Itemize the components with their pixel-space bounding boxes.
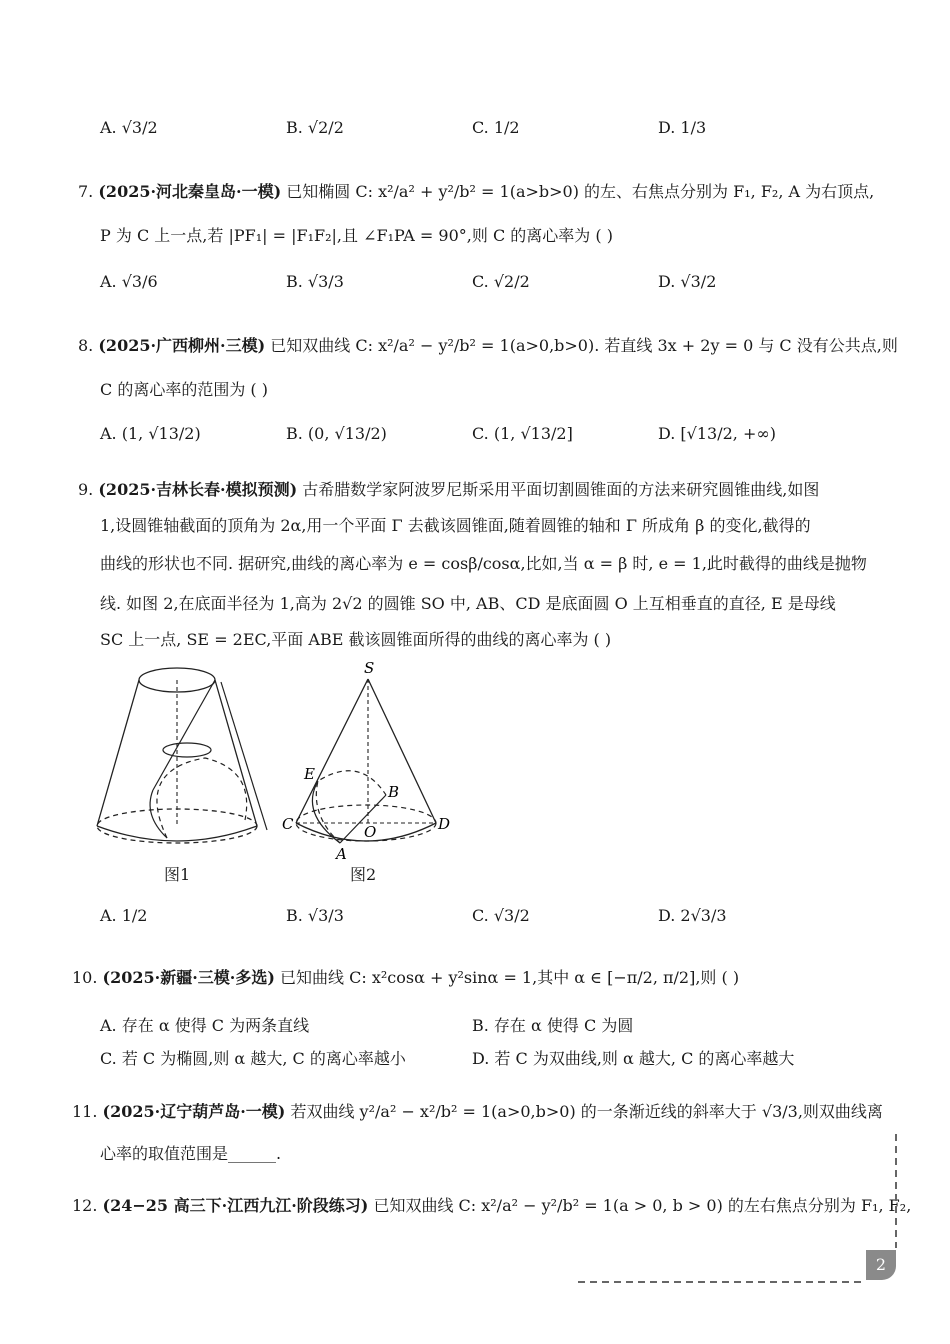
figure-2-label: 图2 bbox=[350, 865, 377, 884]
option-d: D. 1/3 bbox=[658, 118, 707, 137]
q7-option-b: B. √3/3 bbox=[286, 272, 344, 291]
question-10-line1 bbox=[72, 968, 739, 988]
question-source: (24−25 高三下·江西九江·阶段练习) bbox=[102, 1196, 369, 1215]
q8-option-a: A. (1, √13/2) bbox=[100, 424, 201, 443]
question-8-line1 bbox=[78, 336, 898, 356]
q10-option-a: A. 存在 α 使得 C 为两条直线 bbox=[100, 1016, 310, 1035]
page-number: 2 bbox=[866, 1250, 896, 1280]
page-corner-dashed-border bbox=[570, 1130, 910, 1290]
question-source: (2025·吉林长春·模拟预测) bbox=[98, 480, 298, 499]
point-b-label: B bbox=[388, 783, 400, 801]
question-9-line3: 曲线的形状也不同. 据研究,曲线的离心率为 e = cosβ/cosα,比如,当 α = β 时, e = 1,此时截得的曲线是抛物 bbox=[100, 554, 867, 573]
q9-option-c: C. √3/2 bbox=[472, 906, 530, 925]
q10-option-d: D. 若 C 为双曲线,则 α 越大, C 的离心率越大 bbox=[472, 1049, 795, 1068]
question-source: (2025·河北秦皇岛·一模) bbox=[98, 182, 282, 201]
point-c-label: C bbox=[282, 815, 294, 833]
q7-option-d: D. √3/2 bbox=[658, 272, 717, 291]
point-s-label: S bbox=[364, 659, 375, 677]
question-text: 已知曲线 C: x²cosα + y²sinα = 1,其中 α ∈ [−π/2, π/2],则 ( ) bbox=[280, 968, 740, 987]
question-source: (2025·广西柳州·三模) bbox=[98, 336, 266, 355]
question-9-line1 bbox=[78, 480, 819, 500]
figure-1-cone-diagram bbox=[95, 660, 275, 850]
point-o-label: O bbox=[364, 823, 377, 841]
question-text: 已知双曲线 C: x²/a² − y²/b² = 1(a>0,b>0). 若直线 3x + 2y = 0 与 C 没有公共点,则 bbox=[270, 336, 898, 355]
question-text: 若双曲线 y²/a² − x²/b² = 1(a>0,b>0) 的一条渐近线的斜率大于 √3/3,则双曲线离 bbox=[290, 1102, 883, 1121]
q10-option-c: C. 若 C 为椭圆,则 α 越大, C 的离心率越小 bbox=[100, 1049, 406, 1068]
point-a-label: A bbox=[336, 845, 347, 863]
option-a: A. √3/2 bbox=[100, 118, 158, 137]
question-8-line2: C 的离心率的范围为 ( ) bbox=[100, 380, 268, 399]
question-number: 12. bbox=[72, 1196, 98, 1215]
question-7-line1 bbox=[78, 182, 874, 202]
option-b: B. √2/2 bbox=[286, 118, 344, 137]
figure-2-cone-diagram bbox=[280, 655, 460, 865]
question-number: 10. bbox=[72, 968, 98, 987]
question-9-line4: 线. 如图 2,在底面半径为 1,高为 2√2 的圆锥 SO 中, AB、CD 是底面圆 O 上互相垂直的直径, E 是母线 bbox=[100, 594, 836, 613]
question-11-line2: 心率的取值范围是______. bbox=[100, 1144, 282, 1163]
q9-option-b: B. √3/3 bbox=[286, 906, 344, 925]
question-9-line2: 1,设圆锥轴截面的顶角为 2α,用一个平面 Γ 去截该圆锥面,随着圆锥的轴和 Γ 所成角 β 的变化,截得的 bbox=[100, 516, 811, 535]
question-number: 9. bbox=[78, 480, 94, 499]
point-d-label: D bbox=[438, 815, 451, 833]
q8-option-c: C. (1, √13/2] bbox=[472, 424, 573, 443]
q9-option-d: D. 2√3/3 bbox=[658, 906, 727, 925]
figure-1-label: 图1 bbox=[164, 865, 191, 884]
q8-option-d: D. [√13/2, +∞) bbox=[658, 424, 776, 443]
question-number: 7. bbox=[78, 182, 94, 201]
question-number: 8. bbox=[78, 336, 94, 355]
question-text: 已知双曲线 C: x²/a² − y²/b² = 1(a > 0, b > 0) 的左右焦点分别为 F₁, F₂, bbox=[373, 1196, 912, 1215]
question-text: 已知椭圆 C: x²/a² + y²/b² = 1(a>b>0) 的左、右焦点分别为 F₁, F₂, A 为右顶点, bbox=[286, 182, 875, 201]
option-c: C. 1/2 bbox=[472, 118, 520, 137]
point-e-label: E bbox=[304, 765, 315, 783]
q7-option-a: A. √3/6 bbox=[100, 272, 158, 291]
question-11-line1 bbox=[72, 1102, 883, 1122]
question-9-line5: SC 上一点, SE = 2EC,平面 ABE 截该圆锥面所得的曲线的离心率为 ( ) bbox=[100, 630, 612, 649]
q9-option-a: A. 1/2 bbox=[100, 906, 148, 925]
q10-option-b: B. 存在 α 使得 C 为圆 bbox=[472, 1016, 634, 1035]
question-text: 古希腊数学家阿波罗尼斯采用平面切割圆锥面的方法来研究圆锥曲线,如图 bbox=[302, 480, 820, 499]
question-source: (2025·新疆·三模·多选) bbox=[102, 968, 275, 987]
question-7-line2: P 为 C 上一点,若 |PF₁| = |F₁F₂|,且 ∠F₁PA = 90°,则 C 的离心率为 ( ) bbox=[100, 226, 613, 245]
q8-option-b: B. (0, √13/2) bbox=[286, 424, 387, 443]
q7-option-c: C. √2/2 bbox=[472, 272, 530, 291]
question-number: 11. bbox=[72, 1102, 98, 1121]
question-source: (2025·辽宁葫芦岛·一模) bbox=[102, 1102, 286, 1121]
